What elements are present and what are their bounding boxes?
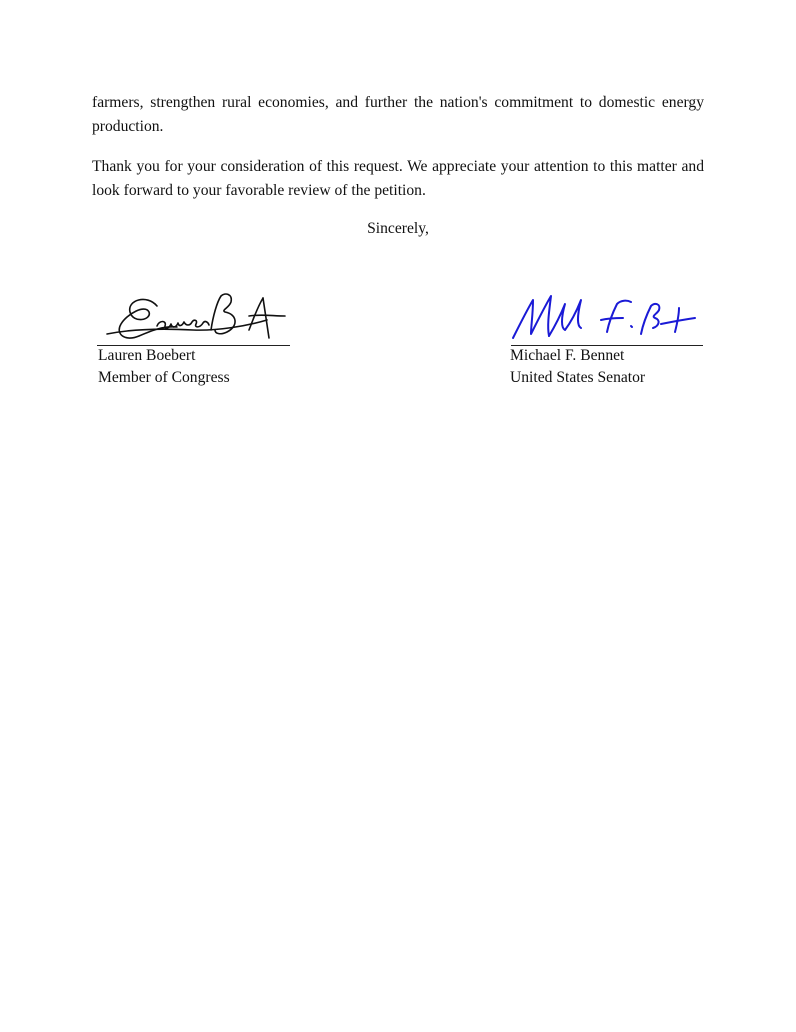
body-paragraph-1: farmers, strengthen rural economies, and further the nation's commitment to domestic energy production. xyxy=(92,94,704,135)
body-paragraph-2: Thank you for your consideration of this request. We appreciate your attention to this matter and look forward to your favorable review of the petition. xyxy=(92,158,704,199)
signatory-title: Member of Congress xyxy=(98,369,230,386)
signatory-title: United States Senator xyxy=(510,369,646,386)
handwritten-signature-boebert xyxy=(97,286,297,352)
closing-salutation: Sincerely, xyxy=(367,220,429,237)
signatory-name: Lauren Boebert xyxy=(98,347,196,364)
handwritten-signature-bennet xyxy=(509,286,709,352)
signatory-name: Michael F. Bennet xyxy=(510,347,625,364)
